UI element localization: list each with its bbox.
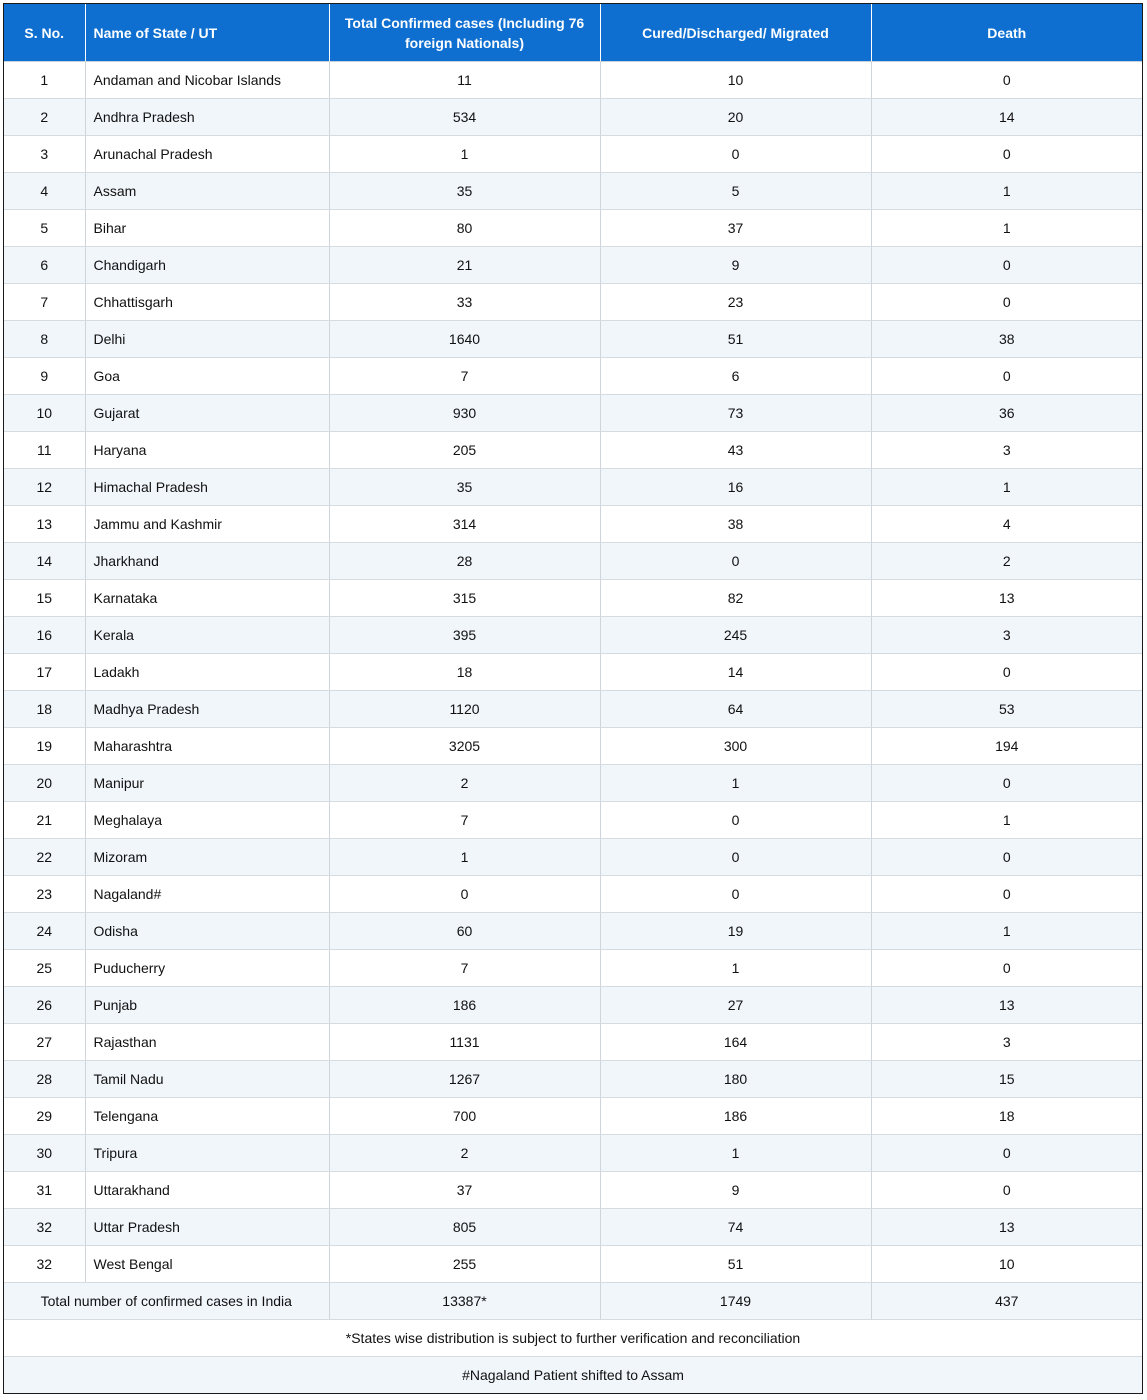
table-row bbox=[4, 1098, 1142, 1135]
cell-confirmed: 255 bbox=[329, 1246, 600, 1283]
cell-sno: 31 bbox=[4, 1172, 85, 1209]
cell-state: Assam bbox=[85, 173, 329, 210]
total-row bbox=[4, 1283, 1142, 1320]
cell-cured: 38 bbox=[600, 506, 871, 543]
table-row bbox=[4, 728, 1142, 765]
cell-death: 1 bbox=[871, 802, 1142, 839]
cell-state: Tripura bbox=[85, 1135, 329, 1172]
cell-confirmed: 1267 bbox=[329, 1061, 600, 1098]
cell-death: 10 bbox=[871, 1246, 1142, 1283]
cell-death: 1 bbox=[871, 210, 1142, 247]
cell-sno: 32 bbox=[4, 1209, 85, 1246]
cell-cured: 10 bbox=[600, 62, 871, 99]
cell-confirmed: 7 bbox=[329, 950, 600, 987]
cell-confirmed: 534 bbox=[329, 99, 600, 136]
cell-cured: 82 bbox=[600, 580, 871, 617]
cell-sno: 8 bbox=[4, 321, 85, 358]
cell-sno: 18 bbox=[4, 691, 85, 728]
cell-state: Uttarakhand bbox=[85, 1172, 329, 1209]
cell-death: 14 bbox=[871, 99, 1142, 136]
cell-sno: 29 bbox=[4, 1098, 85, 1135]
cell-death: 0 bbox=[871, 654, 1142, 691]
table-row bbox=[4, 839, 1142, 876]
total-death: 437 bbox=[871, 1283, 1142, 1320]
cell-sno: 26 bbox=[4, 987, 85, 1024]
cell-cured: 16 bbox=[600, 469, 871, 506]
cell-sno: 28 bbox=[4, 1061, 85, 1098]
table-row bbox=[4, 913, 1142, 950]
cell-confirmed: 37 bbox=[329, 1172, 600, 1209]
header-death: Death bbox=[871, 4, 1142, 62]
cell-sno: 3 bbox=[4, 136, 85, 173]
cell-state: Tamil Nadu bbox=[85, 1061, 329, 1098]
table-row bbox=[4, 173, 1142, 210]
cell-cured: 0 bbox=[600, 543, 871, 580]
table-row bbox=[4, 987, 1142, 1024]
total-confirmed: 13387* bbox=[329, 1283, 600, 1320]
cell-sno: 12 bbox=[4, 469, 85, 506]
cell-sno: 20 bbox=[4, 765, 85, 802]
cell-confirmed: 2 bbox=[329, 765, 600, 802]
table-header-row bbox=[4, 4, 1142, 62]
cell-sno: 32 bbox=[4, 1246, 85, 1283]
cell-state: Manipur bbox=[85, 765, 329, 802]
cell-cured: 300 bbox=[600, 728, 871, 765]
cell-cured: 164 bbox=[600, 1024, 871, 1061]
cell-confirmed: 11 bbox=[329, 62, 600, 99]
table-row bbox=[4, 506, 1142, 543]
cell-state: Delhi bbox=[85, 321, 329, 358]
cell-cured: 0 bbox=[600, 136, 871, 173]
cell-confirmed: 700 bbox=[329, 1098, 600, 1135]
cell-cured: 186 bbox=[600, 1098, 871, 1135]
cell-confirmed: 805 bbox=[329, 1209, 600, 1246]
cell-confirmed: 1 bbox=[329, 136, 600, 173]
cell-death: 1 bbox=[871, 173, 1142, 210]
note-nagaland: #Nagaland Patient shifted to Assam bbox=[4, 1357, 1142, 1394]
cell-confirmed: 186 bbox=[329, 987, 600, 1024]
cell-state: Meghalaya bbox=[85, 802, 329, 839]
cell-sno: 15 bbox=[4, 580, 85, 617]
cell-death: 0 bbox=[871, 876, 1142, 913]
header-state: Name of State / UT bbox=[85, 4, 329, 62]
cell-state: Madhya Pradesh bbox=[85, 691, 329, 728]
cell-state: Jammu and Kashmir bbox=[85, 506, 329, 543]
cell-state: Punjab bbox=[85, 987, 329, 1024]
cell-state: Uttar Pradesh bbox=[85, 1209, 329, 1246]
cell-cured: 6 bbox=[600, 358, 871, 395]
table-row bbox=[4, 1172, 1142, 1209]
cell-sno: 7 bbox=[4, 284, 85, 321]
cell-state: Odisha bbox=[85, 913, 329, 950]
table-row bbox=[4, 395, 1142, 432]
cell-state: West Bengal bbox=[85, 1246, 329, 1283]
table-row bbox=[4, 876, 1142, 913]
table-row bbox=[4, 1061, 1142, 1098]
cell-death: 3 bbox=[871, 617, 1142, 654]
cell-confirmed: 1 bbox=[329, 839, 600, 876]
cell-state: Maharashtra bbox=[85, 728, 329, 765]
table-row bbox=[4, 1024, 1142, 1061]
cell-sno: 13 bbox=[4, 506, 85, 543]
covid-cases-table-container bbox=[3, 3, 1143, 1394]
table-body bbox=[4, 62, 1142, 1283]
table-row bbox=[4, 247, 1142, 284]
table-row bbox=[4, 802, 1142, 839]
cell-sno: 19 bbox=[4, 728, 85, 765]
table-row bbox=[4, 1209, 1142, 1246]
cell-sno: 14 bbox=[4, 543, 85, 580]
cell-confirmed: 7 bbox=[329, 802, 600, 839]
cell-sno: 23 bbox=[4, 876, 85, 913]
table-row bbox=[4, 62, 1142, 99]
cell-death: 0 bbox=[871, 247, 1142, 284]
cell-confirmed: 7 bbox=[329, 358, 600, 395]
cell-confirmed: 60 bbox=[329, 913, 600, 950]
total-label: Total number of confirmed cases in India bbox=[4, 1283, 329, 1320]
cell-cured: 19 bbox=[600, 913, 871, 950]
table-row bbox=[4, 136, 1142, 173]
cell-cured: 5 bbox=[600, 173, 871, 210]
cell-death: 15 bbox=[871, 1061, 1142, 1098]
cell-confirmed: 0 bbox=[329, 876, 600, 913]
covid-cases-table bbox=[4, 4, 1142, 1393]
table-row bbox=[4, 284, 1142, 321]
cell-cured: 0 bbox=[600, 876, 871, 913]
cell-death: 4 bbox=[871, 506, 1142, 543]
cell-sno: 16 bbox=[4, 617, 85, 654]
cell-state: Haryana bbox=[85, 432, 329, 469]
cell-cured: 14 bbox=[600, 654, 871, 691]
table-row bbox=[4, 210, 1142, 247]
cell-death: 0 bbox=[871, 358, 1142, 395]
cell-death: 13 bbox=[871, 1209, 1142, 1246]
cell-state: Bihar bbox=[85, 210, 329, 247]
cell-state: Kerala bbox=[85, 617, 329, 654]
cell-death: 36 bbox=[871, 395, 1142, 432]
table-row bbox=[4, 321, 1142, 358]
cell-confirmed: 1131 bbox=[329, 1024, 600, 1061]
note-row-distribution bbox=[4, 1320, 1142, 1357]
cell-cured: 245 bbox=[600, 617, 871, 654]
table-row bbox=[4, 765, 1142, 802]
table-row bbox=[4, 1246, 1142, 1283]
cell-cured: 0 bbox=[600, 839, 871, 876]
table-row bbox=[4, 358, 1142, 395]
cell-cured: 23 bbox=[600, 284, 871, 321]
cell-state: Puducherry bbox=[85, 950, 329, 987]
cell-cured: 37 bbox=[600, 210, 871, 247]
cell-cured: 64 bbox=[600, 691, 871, 728]
cell-death: 0 bbox=[871, 839, 1142, 876]
cell-state: Goa bbox=[85, 358, 329, 395]
cell-death: 13 bbox=[871, 580, 1142, 617]
table-row bbox=[4, 99, 1142, 136]
cell-death: 0 bbox=[871, 765, 1142, 802]
cell-confirmed: 28 bbox=[329, 543, 600, 580]
cell-state: Andaman and Nicobar Islands bbox=[85, 62, 329, 99]
cell-cured: 51 bbox=[600, 1246, 871, 1283]
cell-cured: 20 bbox=[600, 99, 871, 136]
table-row bbox=[4, 432, 1142, 469]
cell-sno: 24 bbox=[4, 913, 85, 950]
cell-sno: 5 bbox=[4, 210, 85, 247]
cell-death: 1 bbox=[871, 469, 1142, 506]
cell-sno: 1 bbox=[4, 62, 85, 99]
cell-death: 0 bbox=[871, 62, 1142, 99]
cell-state: Jharkhand bbox=[85, 543, 329, 580]
cell-sno: 25 bbox=[4, 950, 85, 987]
table-row bbox=[4, 1135, 1142, 1172]
cell-state: Rajasthan bbox=[85, 1024, 329, 1061]
cell-confirmed: 205 bbox=[329, 432, 600, 469]
cell-cured: 43 bbox=[600, 432, 871, 469]
cell-state: Arunachal Pradesh bbox=[85, 136, 329, 173]
cell-death: 0 bbox=[871, 1135, 1142, 1172]
cell-confirmed: 930 bbox=[329, 395, 600, 432]
cell-confirmed: 33 bbox=[329, 284, 600, 321]
table-row bbox=[4, 617, 1142, 654]
cell-death: 18 bbox=[871, 1098, 1142, 1135]
cell-death: 3 bbox=[871, 432, 1142, 469]
total-cured: 1749 bbox=[600, 1283, 871, 1320]
cell-sno: 11 bbox=[4, 432, 85, 469]
cell-cured: 27 bbox=[600, 987, 871, 1024]
cell-cured: 1 bbox=[600, 765, 871, 802]
cell-state: Himachal Pradesh bbox=[85, 469, 329, 506]
cell-sno: 22 bbox=[4, 839, 85, 876]
table-row bbox=[4, 950, 1142, 987]
cell-state: Mizoram bbox=[85, 839, 329, 876]
cell-cured: 9 bbox=[600, 1172, 871, 1209]
cell-sno: 10 bbox=[4, 395, 85, 432]
cell-cured: 9 bbox=[600, 247, 871, 284]
cell-cured: 73 bbox=[600, 395, 871, 432]
cell-cured: 180 bbox=[600, 1061, 871, 1098]
cell-death: 3 bbox=[871, 1024, 1142, 1061]
cell-sno: 2 bbox=[4, 99, 85, 136]
note-row-nagaland bbox=[4, 1357, 1142, 1394]
cell-sno: 4 bbox=[4, 173, 85, 210]
cell-death: 2 bbox=[871, 543, 1142, 580]
table-row bbox=[4, 543, 1142, 580]
table-row bbox=[4, 580, 1142, 617]
cell-confirmed: 315 bbox=[329, 580, 600, 617]
table-row bbox=[4, 691, 1142, 728]
cell-sno: 30 bbox=[4, 1135, 85, 1172]
cell-state: Ladakh bbox=[85, 654, 329, 691]
cell-state: Nagaland# bbox=[85, 876, 329, 913]
cell-death: 0 bbox=[871, 136, 1142, 173]
table-row bbox=[4, 654, 1142, 691]
cell-death: 38 bbox=[871, 321, 1142, 358]
cell-state: Chandigarh bbox=[85, 247, 329, 284]
table-row bbox=[4, 469, 1142, 506]
cell-confirmed: 3205 bbox=[329, 728, 600, 765]
cell-cured: 74 bbox=[600, 1209, 871, 1246]
cell-state: Telengana bbox=[85, 1098, 329, 1135]
cell-death: 13 bbox=[871, 987, 1142, 1024]
cell-sno: 17 bbox=[4, 654, 85, 691]
cell-death: 0 bbox=[871, 284, 1142, 321]
cell-state: Karnataka bbox=[85, 580, 329, 617]
cell-confirmed: 2 bbox=[329, 1135, 600, 1172]
cell-state: Andhra Pradesh bbox=[85, 99, 329, 136]
cell-cured: 1 bbox=[600, 1135, 871, 1172]
cell-sno: 27 bbox=[4, 1024, 85, 1061]
cell-state: Chhattisgarh bbox=[85, 284, 329, 321]
cell-sno: 21 bbox=[4, 802, 85, 839]
cell-cured: 51 bbox=[600, 321, 871, 358]
cell-confirmed: 35 bbox=[329, 469, 600, 506]
header-cured: Cured/Discharged/ Migrated bbox=[600, 4, 871, 62]
cell-cured: 0 bbox=[600, 802, 871, 839]
cell-confirmed: 1640 bbox=[329, 321, 600, 358]
cell-confirmed: 35 bbox=[329, 173, 600, 210]
cell-confirmed: 314 bbox=[329, 506, 600, 543]
cell-confirmed: 80 bbox=[329, 210, 600, 247]
note-distribution: *States wise distribution is subject to further verification and reconciliation bbox=[4, 1320, 1142, 1357]
cell-death: 0 bbox=[871, 950, 1142, 987]
cell-confirmed: 395 bbox=[329, 617, 600, 654]
cell-death: 53 bbox=[871, 691, 1142, 728]
cell-confirmed: 1120 bbox=[329, 691, 600, 728]
cell-death: 1 bbox=[871, 913, 1142, 950]
cell-sno: 9 bbox=[4, 358, 85, 395]
cell-state: Gujarat bbox=[85, 395, 329, 432]
header-sno: S. No. bbox=[4, 4, 85, 62]
cell-death: 194 bbox=[871, 728, 1142, 765]
cell-cured: 1 bbox=[600, 950, 871, 987]
cell-death: 0 bbox=[871, 1172, 1142, 1209]
cell-confirmed: 18 bbox=[329, 654, 600, 691]
cell-confirmed: 21 bbox=[329, 247, 600, 284]
header-confirmed: Total Confirmed cases (Including 76 foreign Nationals) bbox=[329, 4, 600, 62]
cell-sno: 6 bbox=[4, 247, 85, 284]
